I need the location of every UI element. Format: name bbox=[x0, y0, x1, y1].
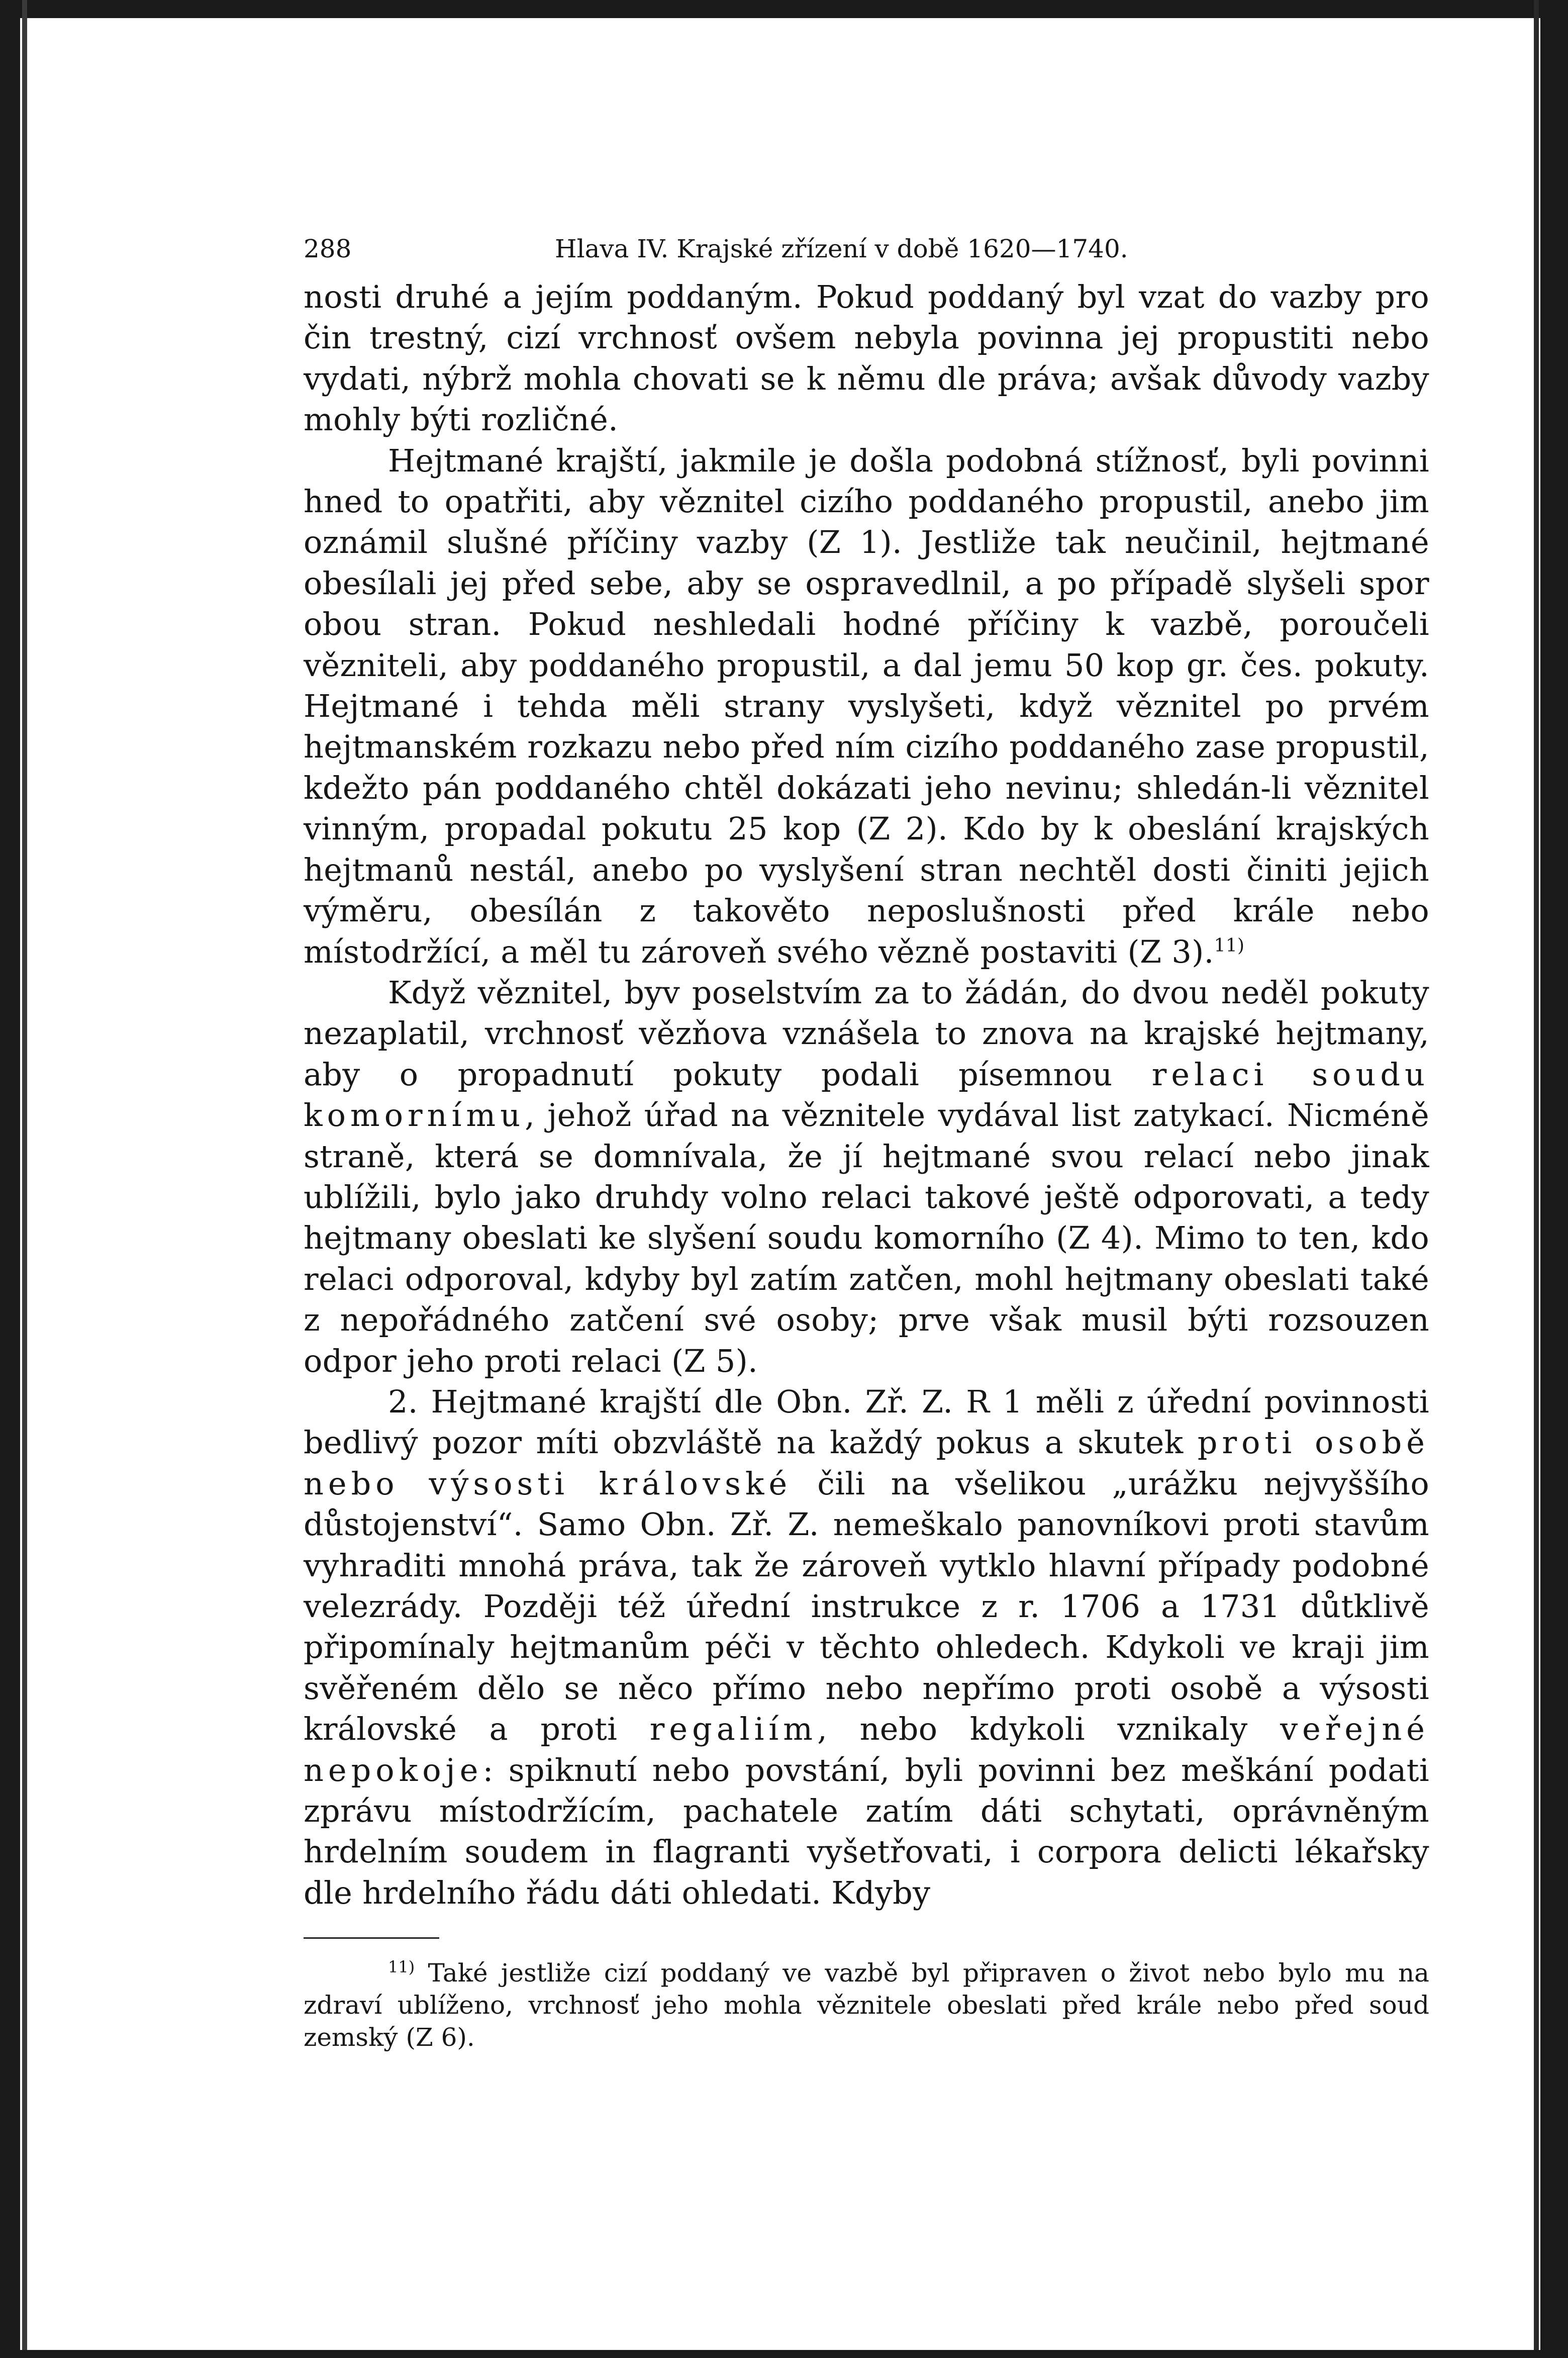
paragraph-2-text: Hejtmané krajští, jakmile je došla podobná stížnosť, byli povinni hned to opatřiti, aby věznitel cizího poddaného propustil, anebo jim oznámil slušné příčiny vazby (Z 1). Jestliže tak neučinil, hejtmané obesílali jej před sebe, aby se ospravedlnil, a po případě slyšeli spor obou stran. Pokud neshledali hodné příčiny k vazbě, poroučeli vězniteli, aby poddaného propustil, a dal jemu 50 kop gr. čes. pokuty. Hejtmané i tehda měli strany vyslyšeti, když věznitel po prvém hejtmanském rozkazu nebo před ním cizího poddaného zase propustil, kdežto pán poddaného chtěl dokázati jeho nevinu; shledán-li věznitel vinným, propadal pokutu 25 kop (Z 2). Kdo by k obeslání krajských hejtmanů nestál, anebo po vyslyšení stran nechtěl dosti činiti jejich výměru, obesílán z takověto neposlušnosti před krále nebo místodržící, a měl tu zároveň svého vězně postaviti (Z 3). bbox=[304, 442, 1429, 970]
paragraph-4 bbox=[304, 1381, 1429, 1913]
footnote-text: Také jestliže cizí poddaný ve vazbě byl připraven o život nebo bylo mu na zdraví ublíženo, vrchnosť jeho mohla věznitele obeslati před krále nebo před soud zemský (Z 6). bbox=[304, 1958, 1429, 2052]
footnote-divider bbox=[304, 1937, 439, 1939]
scan-border-right bbox=[1540, 0, 1568, 2358]
footnote-reference: 11) bbox=[1214, 935, 1245, 956]
paragraph-4-text-b: čili na všelikou „urážku nejvyššího důstojenství“. Samo Obn. Zř. Z. nemeškalo panovníkovi proti stavům vyhraditi mnohá práva, tak že zároveň vytklo hlavní případy podobné velezrády. Později též úřední instrukce z r. 1706 a 1731 důtklivě připomínaly hejtmanům péči v těchto ohledech. Kdykoli ve kraji jim svěřeném dělo se něco přímo nebo nepřímo proti osobě a výsosti královské a proti bbox=[304, 1465, 1429, 1748]
book-page bbox=[304, 231, 1429, 2053]
paragraph-4-text-d: : spiknutí nebo povstání, byli povinni bez meškání podati zprávu místodržícím, pachatele zatím dáti schytati, oprávněným hrdelním soudem in flagranti vyšetřovati, i corpora delicti lékařsky dle hrdelního řádu dáti ohledati. Kdyby bbox=[304, 1751, 1429, 1911]
body-text bbox=[304, 276, 1429, 1913]
scan-border-left-inner bbox=[22, 0, 27, 2358]
paragraph-4-text-a: 2. Hejtmané krajští dle Obn. Zř. Z. R 1 měli z úřední povinnosti bedlivý pozor míti obzvláště na každý pokus a skutek bbox=[304, 1383, 1429, 1461]
paragraph-3-text-b: , jehož úřad na věznitele vydával list zatykací. Nicméně straně, která se domnívala, že jí hejtmané svou relací nebo jinak ublížili, bylo jako druhdy volno relaci takové ještě odporovati, a tedy hejtmany obeslati ke slyšení soudu komorního (Z 4). Mimo to ten, kdo relaci odporoval, kdyby byl zatím zatčen, mohl hejtmany obeslati také z nepořádného zatčení své osoby; prve však musil býti rozsouzen odpor jeho proti relaci (Z 5). bbox=[304, 1097, 1429, 1379]
paragraph-3-emphasis: relaci soudu komornímu bbox=[304, 1056, 1430, 1134]
paragraph-4-emphasis-1: proti osobě nebo výsosti královské bbox=[304, 1424, 1429, 1502]
footnote-marker: 11) bbox=[388, 1957, 415, 1977]
paragraph-3-text-a: Když věznitel, byv poselstvím za to žádán, do dvou neděl pokuty nezaplatil, vrchnosť vězňova vznášela to znova na krajské hejtmany, aby o propadnutí pokuty podali písemnou bbox=[304, 974, 1429, 1093]
paragraph-1-text: nosti druhé a jejím poddaným. Pokud poddaný byl vzat do vazby pro čin trestný, cizí vrchnosť ovšem nebyla povinna jej propustiti nebo vydati, nýbrž mohla chovati se k němu dle práva; avšak důvody vazby mohly býti rozličné. bbox=[304, 278, 1429, 438]
running-head bbox=[304, 231, 1429, 276]
scan-border-bottom bbox=[0, 2350, 1568, 2358]
paragraph-4-text-c: , nebo kdykoli vznikaly bbox=[817, 1711, 1248, 1748]
paragraph-4-emphasis-2: regaliím bbox=[649, 1711, 818, 1748]
paragraph-2 bbox=[304, 440, 1429, 972]
scan-border-right-inner bbox=[1534, 0, 1539, 2358]
chapter-title: Hlava IV. Krajské zřízení v době 1620—1740. bbox=[555, 234, 1128, 263]
footnote bbox=[304, 1957, 1429, 2053]
scan-border-top bbox=[0, 0, 1568, 18]
page-number: 288 bbox=[304, 234, 352, 263]
paragraph-1 bbox=[304, 276, 1429, 440]
scan-border-left bbox=[0, 0, 20, 2358]
paragraph-4-emphasis-3: veřejné nepokoje bbox=[304, 1711, 1429, 1788]
paragraph-3 bbox=[304, 972, 1429, 1381]
